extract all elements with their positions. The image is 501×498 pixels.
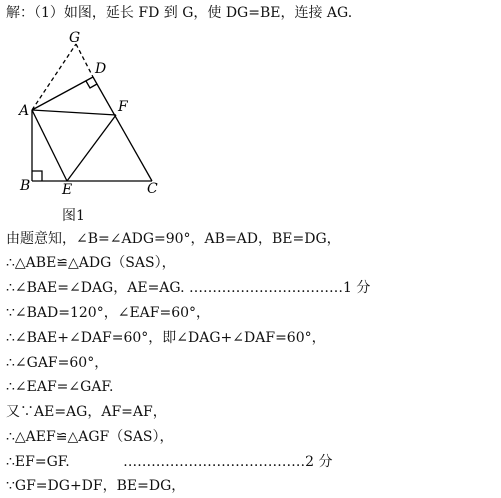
segment-ad <box>32 77 93 110</box>
segment-gd-dashed <box>76 44 93 77</box>
proof-step: ∴∠BAE=∠DAG，AE=AG. ……………………………1 分 <box>6 280 371 296</box>
point-label-b: B <box>20 178 31 194</box>
proof-step: ∴∠EAF=∠GAF. <box>6 379 114 395</box>
point-label-g: G <box>69 30 81 46</box>
proof-step: ∴EF=GF. …………………………………2 分 <box>6 454 333 470</box>
point-label-a: A <box>19 103 30 119</box>
geometry-figure <box>0 0 501 230</box>
point-label-f: F <box>118 99 128 115</box>
point-label-d: D <box>95 61 107 77</box>
point-label-e: E <box>62 182 73 198</box>
figure-caption: 图1 <box>62 208 85 224</box>
proof-step: 由题意知，∠B=∠ADG=90°，AB=AD，BE=DG， <box>6 231 341 247</box>
segment-ef <box>67 115 116 181</box>
proof-step: ∴∠GAF=60°， <box>6 355 109 371</box>
right-angle-mark-b <box>32 171 42 181</box>
proof-step: ∴△AEF≌△AGF（SAS）， <box>6 429 174 445</box>
segment-ag-dashed <box>32 44 76 110</box>
proof-step: 又∵AE=AG，AF=AF， <box>6 404 167 420</box>
point-label-c: C <box>147 181 158 197</box>
proof-step: ∵GF=DG+DF，BE=DG， <box>6 478 186 494</box>
proof-step: ∴∠BAE+∠DAF=60°，即∠DAG+∠DAF=60°， <box>6 330 326 346</box>
proof-step: ∵∠BAD=120°，∠EAF=60°， <box>6 305 211 321</box>
segment-af <box>32 110 116 115</box>
segment-dc <box>93 77 152 181</box>
solution-intro: 解：（1）如图，延长 FD 到 G，使 DG=BE，连接 AG. <box>6 5 353 21</box>
proof-step: ∴△ABE≌△ADG（SAS）， <box>6 255 176 271</box>
